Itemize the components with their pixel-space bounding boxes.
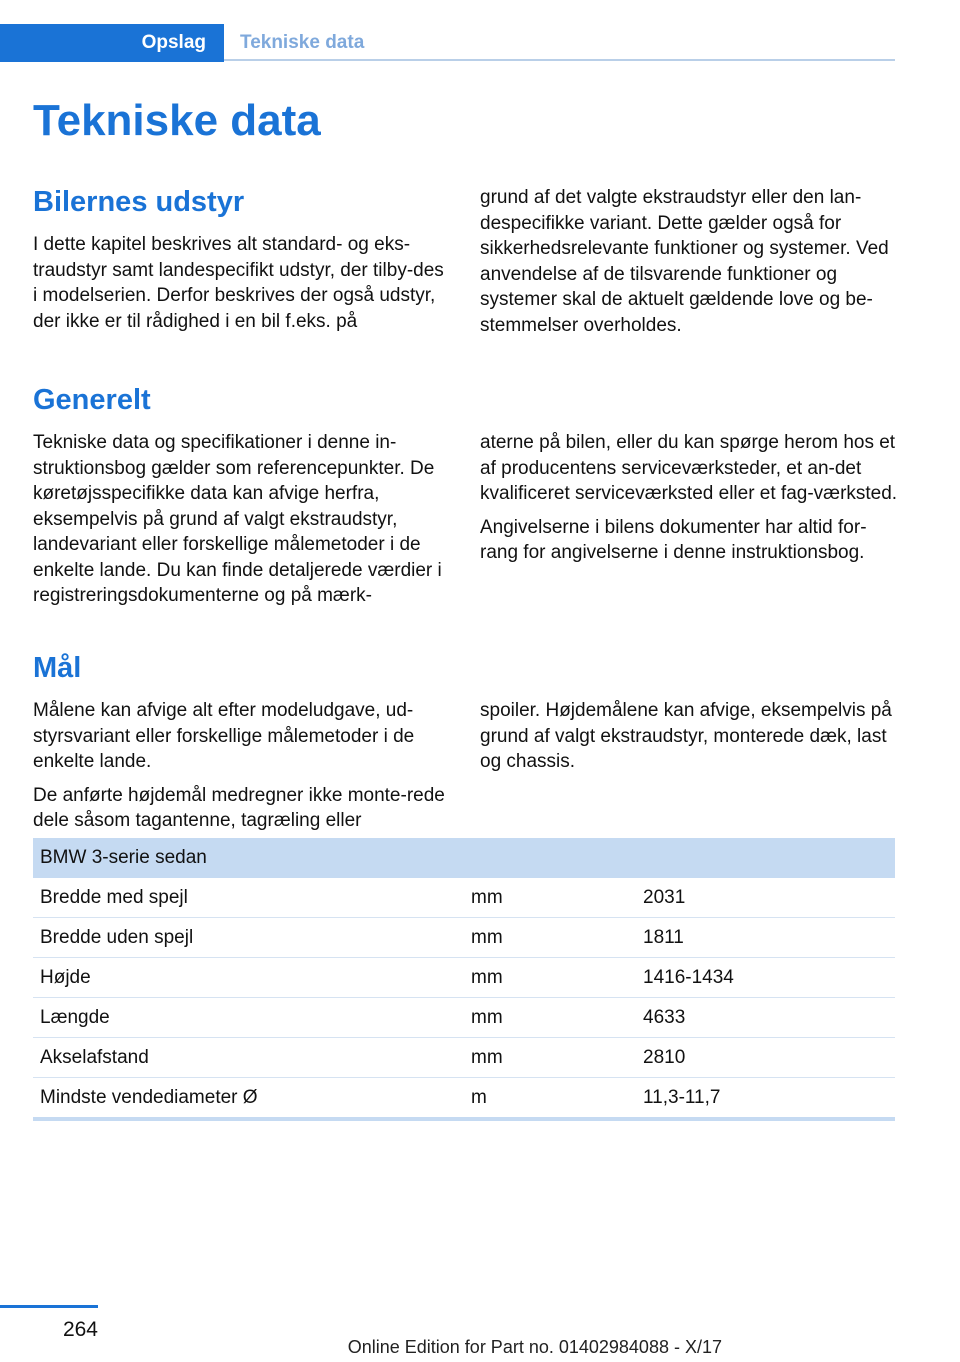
row-label: Mindste vendediameter Ø — [33, 1078, 464, 1120]
maal-left-column — [33, 698, 451, 842]
paragraph: Tekniske data og specifikationer i denne in-struktionsbog gælder som referencepunkter. De køretøjsspecifikke data kan afvige herfra, eksempelvis på grund af valgt ekstraudstyr, landevariant eller forskellige målemetoder i de enkelte lande. Du kan finde detaljerede værdier i registreringsdokumenterne og på mærk- — [33, 432, 442, 606]
udstyr-right-column — [480, 185, 898, 346]
row-unit: mm — [464, 998, 636, 1038]
paragraph: Angivelserne i bilens dokumenter har altid for-rang for angivelserne i denne instruktionsbog. — [480, 516, 867, 563]
tab-tekniske-data[interactable]: Tekniske data — [240, 32, 365, 53]
edition-footer: Online Edition for Part no. 01402984088 - X/17 — [347, 1337, 722, 1357]
table-row — [33, 1078, 895, 1120]
row-value: 11,3-11,7 — [636, 1078, 895, 1120]
paragraph: grund af det valgte ekstraudstyr eller den lan-despecifikke variant. Dette gælder også for sikkerhedsrelevante funktioner og systemer. Ved anvendelse af de tilsvarende funktioner og systemer skal de aktuelt gældende love og be-stemmelser overholdes. — [480, 187, 889, 336]
row-label: Bredde uden spejl — [33, 918, 464, 958]
page-number: 264 — [62, 1318, 98, 1341]
row-value: 1811 — [636, 918, 895, 958]
row-unit: mm — [464, 918, 636, 958]
page-title: Tekniske data — [33, 96, 321, 145]
section-heading-maal: Mål — [33, 652, 82, 684]
table-header-row — [33, 838, 895, 878]
maal-right-column — [480, 698, 898, 783]
row-unit: mm — [464, 878, 636, 918]
paragraph: Målene kan afvige alt efter modeludgave, ud-styrsvariant eller forskellige målemetoder i de enkelte lande. — [33, 700, 415, 772]
row-value: 4633 — [636, 998, 895, 1038]
row-value: 2810 — [636, 1038, 895, 1078]
row-label: Akselafstand — [33, 1038, 464, 1078]
dimensions-table — [33, 838, 895, 1121]
tab-opslag[interactable]: Opslag — [141, 32, 206, 53]
section-heading-generelt: Generelt — [33, 384, 151, 416]
row-value: 1416-1434 — [636, 958, 895, 998]
table-header: BMW 3-serie sedan — [33, 838, 895, 878]
paragraph: aterne på bilen, eller du kan spørge herom hos et af producentens serviceværksteder, et an-det kvalificeret serviceværksted eller et fag-værksted. — [480, 432, 898, 504]
row-label: Længde — [33, 998, 464, 1038]
udstyr-left-column — [33, 232, 451, 342]
paragraph: spoiler. Højdemålene kan afvige, eksempelvis på grund af valgt ekstraudstyr, monterede dæk, last og chassis. — [480, 700, 892, 772]
table-row — [33, 998, 895, 1038]
row-label: Bredde med spejl — [33, 878, 464, 918]
table-row — [33, 918, 895, 958]
table-row — [33, 878, 895, 918]
row-label: Højde — [33, 958, 464, 998]
page-number-rule — [0, 1305, 98, 1308]
row-unit: mm — [464, 1038, 636, 1078]
table-row — [33, 958, 895, 998]
paragraph: De anførte højdemål medregner ikke monte-rede dele såsom tagantenne, tagræling eller — [33, 784, 445, 831]
row-unit: mm — [464, 958, 636, 998]
table-row — [33, 1038, 895, 1078]
row-value: 2031 — [636, 878, 895, 918]
paragraph: I dette kapitel beskrives alt standard- og eks-traudstyr samt landespecifikt udstyr, der tilby-des i modelserien. Derfor beskrives der også udstyr, der ikke er til rådighed i en bil f.eks. på — [33, 234, 444, 332]
top-navigation-bar — [0, 0, 895, 62]
section-heading-udstyr: Bilernes udstyr — [33, 186, 245, 218]
generelt-left-column — [33, 430, 451, 617]
generelt-right-column — [480, 430, 898, 574]
row-unit: m — [464, 1078, 636, 1120]
